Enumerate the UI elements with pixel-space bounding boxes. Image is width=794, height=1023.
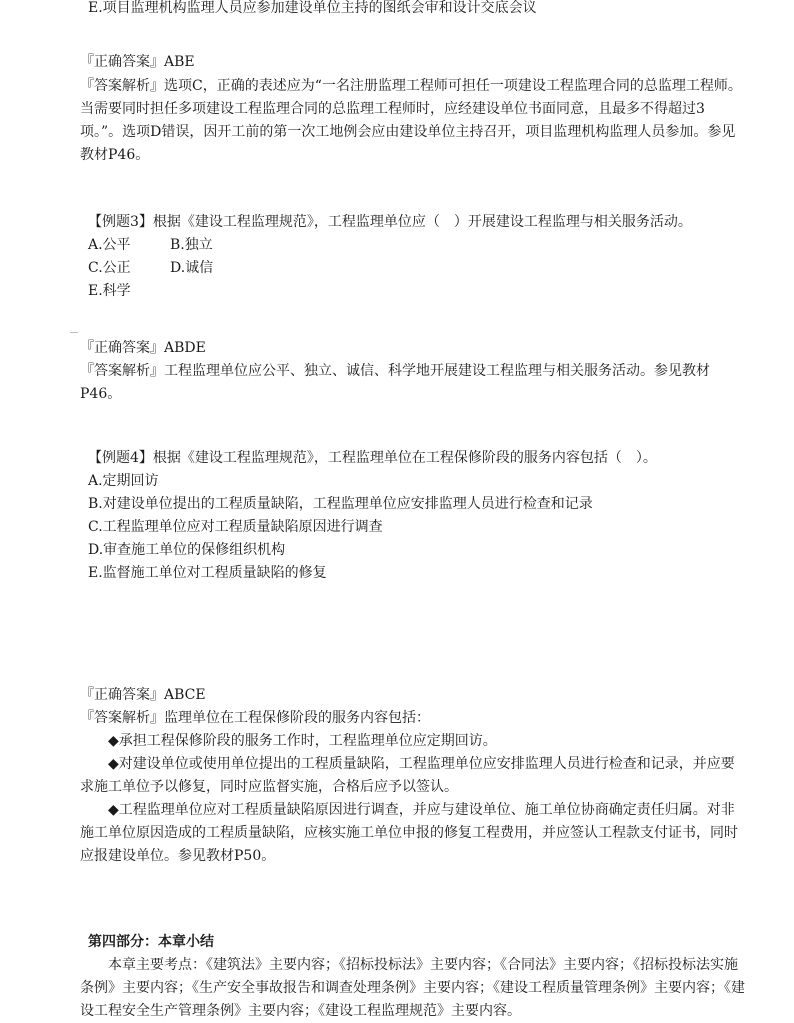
q3-answer-analysis: 『答案解析』工程监理单位应公平、独立、诚信、科学地开展建设工程监理与相关服务活动。参见教材P46。	[80, 363, 710, 402]
q2-correct-answer: 『正确答案』ABE	[80, 54, 195, 70]
q3-option-e: E.科学	[88, 283, 131, 299]
q3-option-c: C.公正	[88, 260, 131, 276]
q4-option-c: C.工程监理单位应对工程质量缺陷原因进行调查	[88, 519, 383, 535]
q4-correct-answer: 『正确答案』ABCE	[80, 687, 206, 703]
q3-option-d: D.诚信	[170, 260, 214, 276]
page-mark	[70, 332, 78, 333]
q4-bullet-2: ◆对建设单位或使用单位提出的工程质量缺陷，工程监理单位应安排监理人员进行检查和记录，并应要求施工单位予以修复，同时应监督实施，合格后应予以签认。	[80, 756, 735, 795]
q4-analysis-intro: 『答案解析』监理单位在工程保修阶段的服务内容包括：	[80, 710, 430, 726]
q4-bullet-3: ◆工程监理单位应对工程质量缺陷原因进行调查，并应与建设单位、施工单位协商确定责任归属。对非施工单位原因造成的工程质量缺陷，应核实施工单位申报的修复工程费用，并应签认工程款支付证书，同时应报建设单位。参见教材P50。	[80, 802, 738, 864]
q4-option-a: A.定期回访	[88, 473, 159, 489]
q4-option-b: B.对建设单位提出的工程质量缺陷，工程监理单位应安排监理人员进行检查和记录	[88, 496, 593, 512]
q3-correct-answer: 『正确答案』ABDE	[80, 340, 206, 356]
q4-question-stem: 【例题4】根据《建设工程监理规范》，工程监理单位在工程保修阶段的服务内容包括（ ）。	[88, 450, 657, 466]
q4-option-d: D.审查施工单位的保修组织机构	[88, 542, 286, 558]
q3-option-b: B.独立	[170, 237, 213, 253]
q4-option-e: E.监督施工单位对工程质量缺陷的修复	[88, 565, 327, 581]
q3-question-stem: 【例题3】根据《建设工程监理规范》，工程监理单位应（ ）开展建设工程监理与相关服务活动。	[88, 214, 692, 230]
q4-bullet-1: ◆承担工程保修阶段的服务工作时，工程监理单位应定期回访。	[108, 733, 497, 749]
q3-option-a: A.公平	[88, 237, 131, 253]
top-option-fragment: E.项目监理机构监理人员应参加建设单位主持的图纸会审和设计交底会议	[88, 0, 537, 16]
chapter-summary-text: 本章主要考点：《建筑法》主要内容；《招标投标法》主要内容；《合同法》主要内容；《招标投标法实施条例》主要内容；《生产安全事故报告和调查处理条例》主要内容；《建设工程质量管理条例》主要内容；《建设工程安全生产管理条例》主要内容；《建设工程监理规范》主要内容。	[80, 957, 745, 1019]
section-heading: 第四部分：本章小结	[88, 934, 214, 950]
q2-answer-analysis: 『答案解析』选项C，正确的表述应为“一名注册监理工程师可担任一项建设工程监理合同的总监理工程师。当需要同时担任多项建设工程监理合同的总监理工程师时，应经建设单位书面同意，且最多不得超过3项。”。选项D错误，因开工前的第一次工地例会应由建设单位主持召开，项目监理机构监理人员参加。参见教材P46。	[80, 78, 742, 163]
